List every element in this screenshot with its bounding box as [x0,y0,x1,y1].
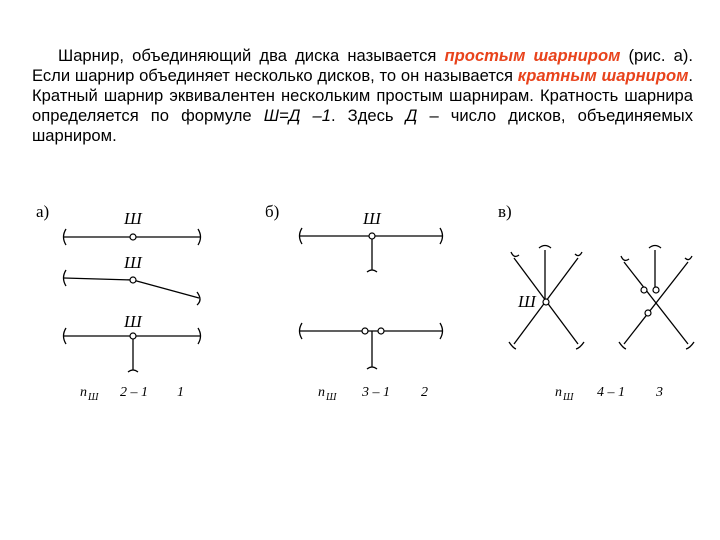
panel-a [36,202,201,403]
term-simple-hinge: простым шарниром [444,46,621,65]
panel-c-formula: 4 – 1 [597,385,625,400]
panel-a-label: а) [36,202,50,221]
panel-c-result: 3 [656,385,663,400]
panel-c [498,202,694,403]
panel-a-row2-right-bar [133,280,199,298]
symbol-d: Д [405,106,418,125]
panel-a-row3-hinge [130,333,136,339]
panel-a-formula: 2 – 1 [120,385,148,400]
panel-a-n-sub: Ш [88,392,99,403]
panel-a-hinge-label-2: Ш [124,253,142,272]
panel-b-result: 2 [421,385,428,400]
panel-a-row2-hinge [130,277,136,283]
panel-b-top-bottom-end [367,270,377,272]
text-part-1: Шарнир, объединяющий два диска называется [58,46,445,65]
panel-c-label: в) [498,202,512,221]
text-part-4: . Здесь [330,106,406,125]
panel-c-n-sub: Ш [563,392,574,403]
panel-a-row2-left-bar [64,278,133,280]
panel-c-left-hinge [543,299,549,305]
panel-b-bottom-bottom-end [367,367,377,369]
panel-c-right-top-end [649,246,661,249]
panel-b-label: б) [265,202,280,221]
panel-b-bottom-hinge-right [378,328,384,334]
panel-c-hinge-label: Ш [518,292,536,311]
panel-c-right-hinge-3 [645,310,651,316]
panel-c-left-top-end [539,246,551,249]
panel-a-row3-bottom-end [128,370,138,372]
panel-c-n-label: n [555,385,562,400]
text-part-5: – число дисков, объединяемых шарниром. [32,106,693,145]
panel-b-top-hinge [369,233,375,239]
panel-b [265,202,443,403]
text-part-2: (рис. а). Если шарнир объединяет несколько дисков, то он называется [32,46,693,85]
panel-c-right-end-tr [685,256,692,260]
text-part-3: . Кратный шарнир эквивалентен нескольким простым шарнирам. Кратность шарнира определяется по формуле [32,66,693,125]
panel-a-hinge-label-3: Ш [124,312,142,331]
panel-b-formula: 3 – 1 [362,385,390,400]
panel-b-hinge-label: Ш [363,209,381,228]
panel-b-n-label: n [318,385,325,400]
panel-a-hinge-label-1: Ш [124,209,142,228]
panel-c-left-end-tr [575,252,582,256]
panel-b-n-sub: Ш [326,392,337,403]
panel-c-right-hinge-1 [641,287,647,293]
panel-c-left-end-tl [511,252,519,256]
formula: Ш=Д –1 [263,106,331,125]
panel-a-row1-hinge [130,234,136,240]
panel-a-result: 1 [177,385,184,400]
panel-c-right-end-tl [621,256,629,260]
term-multiple-hinge: кратным шарниром [517,66,689,85]
panel-c-right-hinge-2 [653,287,659,293]
panel-a-n-label: n [80,385,87,400]
panel-b-bottom-hinge-left [362,328,368,334]
